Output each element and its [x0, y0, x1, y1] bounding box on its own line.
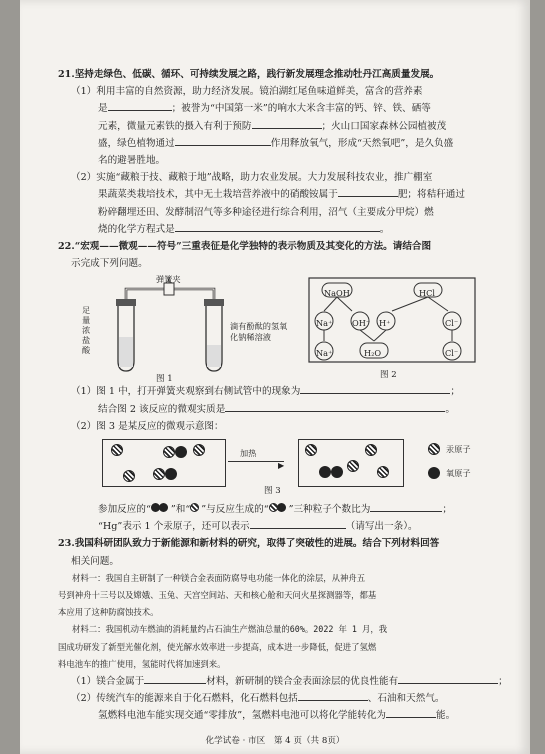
product-molecule-icon — [269, 503, 289, 512]
answer-blank[interactable] — [108, 100, 172, 111]
exam-page — [20, 0, 530, 754]
answer-blank[interactable] — [175, 221, 380, 232]
mercury-atom — [153, 468, 165, 480]
q22-s1b: ； — [450, 386, 460, 398]
q22-title: 22.“宏观——微观——符号”三重表征是化学独特的表示物质及其变化的方法。请结合图 — [58, 241, 432, 253]
q21-p1g: 作用释放氧气，形成“天然氧吧”，是久负盛 — [270, 137, 454, 149]
q22-s3b: ”和“ — [170, 504, 191, 516]
legend-mercury-icon — [428, 443, 440, 455]
figure-3-caption: 图 3 — [264, 486, 281, 497]
hg-o-molecule-icon — [151, 503, 171, 512]
q23-s1c: ； — [498, 676, 508, 688]
page-footer: 化学试卷 · 市区 第 4 页（共 8页） — [205, 736, 345, 746]
hcl-label: HCl — [419, 288, 436, 299]
q23-material2-line1: 材料二：我国机动车燃油的消耗量约占石油生产燃油总量的60%。2022 年 1 月，我 — [72, 624, 388, 635]
q23-material1-line3: 本应用了这种防腐蚀技术。 — [58, 607, 159, 618]
q22-s1d: 。 — [445, 403, 455, 415]
q21-p1a: （1）利用丰富的自然资源，助力经济发展。镜泊湖红尾鱼味道鲜美，富含的营养素 — [71, 86, 423, 98]
q21-p1h: 名的避暑胜地。 — [98, 155, 166, 167]
q23-material1-line2: 号到神舟十三号以及嫦娥、玉兔、天宫空间站、天和核心舱和天问火星探测器等，都基 — [58, 590, 377, 601]
q21-p1f: 盛，绿色植物通过 — [98, 137, 175, 149]
q23-s2b: 、石油和天然气。 — [367, 693, 445, 705]
q21-p2d: 粉碎翻埋还田、发酵制沼气等多种途径进行综合利用，沼气（主要成分甲烷）燃 — [98, 206, 434, 218]
q23-s3b: 能。 — [436, 710, 456, 722]
exam-content — [58, 66, 510, 725]
figure-2-caption: 图 2 — [380, 370, 397, 381]
heating-label: 加热 — [240, 448, 257, 459]
mercury-atom — [193, 444, 205, 456]
naoh-label: NaOH — [324, 288, 350, 299]
answer-blank[interactable] — [144, 673, 206, 684]
answer-blank[interactable] — [370, 501, 442, 512]
ion-na-product: Na⁺ — [316, 348, 333, 359]
q21-p2a: （2）实施“藏粮于技、藏粮于地”战略，助力农业发展。大力发展科技农业，推广棚室 — [71, 172, 433, 184]
q21-p2f: 。 — [379, 223, 390, 235]
q23-s1b: 材料，新研制的镁合金表面涂层的优良性能有 — [206, 676, 399, 688]
q21-p1e: ；火山口国家森林公园植被茂 — [321, 120, 447, 132]
mercury-atom — [377, 466, 389, 478]
q23-material1-line1: 材料一：我国自主研制了一种镁合金表面防腐导电功能一体化的涂层，从神舟五 — [72, 572, 366, 583]
q23-s1a: （1）镁合金属于 — [71, 676, 145, 688]
legend-mercury-label: 汞原子 — [446, 444, 471, 455]
mercury-molecule-icon — [190, 503, 201, 512]
q21-p2c: 肥；将秸秆通过 — [397, 189, 465, 201]
q22-s3d: ”三种粒子个数比为 — [288, 504, 371, 516]
q21-title: 21.坚持走绿色、低碳、循环、可持续发展之路，践行新发展理念推动牡丹江高质量发展。 — [58, 69, 440, 80]
answer-blank[interactable] — [252, 118, 322, 129]
q22-s3a: 参加反应的“ — [98, 504, 151, 516]
q22-s4a: “Hg”表示 1 个汞原子，还可以表示 — [98, 521, 250, 533]
answer-blank[interactable] — [386, 707, 436, 718]
q22-s3c: ”与反应生成的“ — [201, 504, 269, 516]
right-tube-label: 滴有酚酞的氢氧化钠稀溶液 — [230, 321, 288, 343]
q22-s2: （2）图 3 是某反应的微观示意图： — [71, 420, 224, 432]
q23-material2-line2: 国成功研发了新型光催化剂，使光解水效率进一步提高，成本进一步降低，促进了氢燃 — [58, 641, 377, 652]
oxygen-atom — [331, 466, 343, 478]
answer-blank[interactable] — [300, 383, 450, 394]
q22-s4b: （请写出一条）。 — [345, 521, 418, 533]
reactant-box — [102, 439, 226, 487]
q22-s1a: （1）图 1 中，打开弹簧夹观察到右侧试管中的现象为 — [71, 386, 301, 398]
mercury-atom — [365, 444, 377, 456]
q22-s1c: 结合图 2 该反应的微观实质是 — [98, 403, 226, 415]
q23-title2: 相关问题。 — [71, 555, 119, 567]
legend-oxygen-icon — [428, 467, 440, 479]
legend-oxygen-label: 氧原子 — [446, 468, 471, 479]
mercury-atom — [163, 446, 175, 458]
mercury-atom — [111, 444, 123, 456]
q23-material2-line3: 料电池车的推广使用，氢能时代将加速到来。 — [58, 658, 226, 669]
q22-s3e: ； — [442, 504, 452, 516]
q23-s2a: （2）传统汽车的能源来自于化石燃料，化石燃料包括 — [71, 693, 298, 705]
q23-s3a: 氢燃料电池车能实现交通“零排放”，氢燃料电池可以将化学能转化为 — [98, 710, 387, 722]
oxygen-atom — [319, 466, 331, 478]
q22-figures — [58, 275, 510, 383]
answer-blank[interactable] — [398, 673, 498, 684]
product-box — [298, 439, 404, 487]
ion-h: H⁺ — [379, 318, 391, 329]
mercury-atom — [305, 444, 317, 456]
q21-p1d: 元素，微量元素铁的摄入有利于预防 — [98, 120, 252, 132]
q21-p1b: 是 — [98, 103, 108, 115]
q21-p2b: 果蔬菜类栽培技术，其中无土栽培营养液中的硝酸铵属于 — [98, 189, 338, 201]
answer-blank[interactable] — [250, 518, 346, 529]
q21-p2e: 烧的化学方程式是 — [98, 223, 175, 235]
mercury-atom — [123, 470, 135, 482]
left-tube-label: 足量浓盐酸 — [82, 305, 91, 356]
figure-2 — [308, 277, 476, 381]
answer-blank[interactable] — [225, 401, 445, 412]
q23-title: 23.我国科研团队致力于新能源和新材料的研究，取得了突破性的进展。结合下列材料回答 — [58, 538, 440, 550]
q21-p1c: ；被誉为“中国第一米”的响水大米含丰富的钙、锌、铁、硒等 — [171, 103, 431, 115]
mercury-atom — [347, 460, 359, 472]
arrow-head-icon: ▶ — [278, 461, 285, 471]
answer-blank[interactable] — [175, 135, 271, 146]
figure-1-caption: 图 1 — [156, 374, 173, 385]
figure-1 — [78, 274, 288, 385]
ion-cl: Cl⁻ — [445, 318, 459, 329]
q22-title2: 示完成下列问题。 — [71, 258, 148, 270]
spring-clip-label: 弹簧夹 — [156, 274, 181, 285]
figure-3 — [88, 437, 488, 495]
water-product: H₂O — [364, 348, 382, 359]
ion-na: Na⁺ — [316, 318, 333, 329]
oxygen-atom — [175, 446, 187, 458]
ion-oh: OH⁻ — [352, 318, 371, 329]
answer-blank[interactable] — [298, 690, 368, 701]
answer-blank[interactable] — [338, 186, 398, 197]
oxygen-atom — [165, 468, 177, 480]
ion-cl-product: Cl⁻ — [445, 348, 459, 359]
